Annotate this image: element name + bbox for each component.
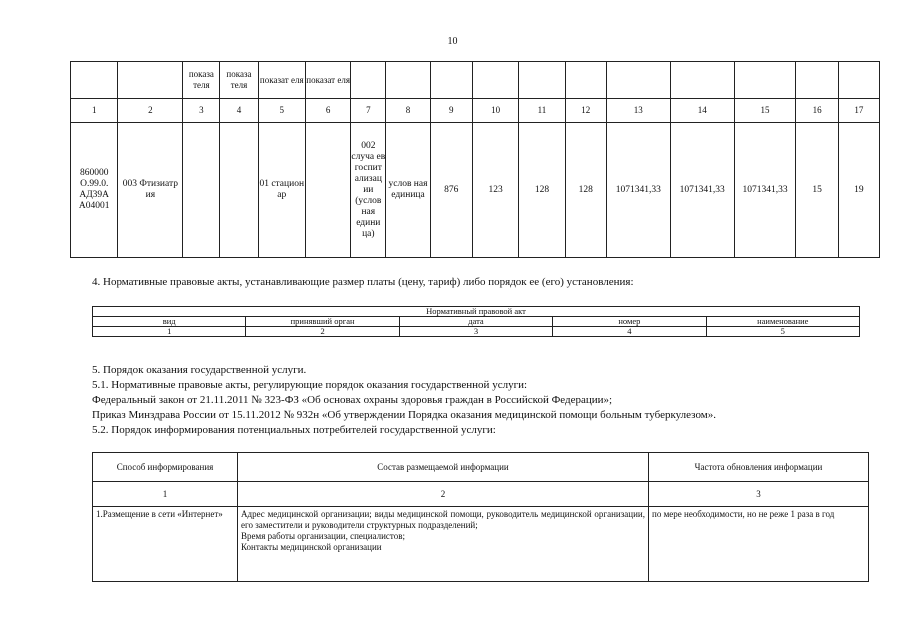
table-cell: 1071341,33	[670, 123, 734, 258]
table-cell	[606, 62, 670, 99]
ministry-order-line: Приказ Минздрава России от 15.11.2012 № 932н «Об утверждении Порядка оказания медицинской помощи больным туберкулезом».	[92, 409, 716, 421]
table-cell: 01 стацион ар	[258, 123, 305, 258]
table-cell	[220, 123, 258, 258]
page-number: 10	[447, 36, 458, 47]
column-number: 3	[399, 327, 552, 337]
column-header: Частота обновления информации	[649, 453, 869, 482]
table-cell: 15	[796, 123, 838, 258]
registry-number-cell: 860000 О.99.0. АД39А А04001	[71, 123, 118, 258]
column-number: 14	[670, 99, 734, 123]
table-cell	[305, 123, 350, 258]
informing-method: 1.Размещение в сети «Интернет»	[93, 507, 238, 582]
column-number-row	[93, 482, 869, 507]
column-number: 8	[386, 99, 430, 123]
column-number: 3	[183, 99, 220, 123]
column-number-row	[93, 327, 860, 337]
table-cell	[796, 62, 838, 99]
table-cell	[118, 62, 183, 99]
column-number: 16	[796, 99, 838, 123]
regulatory-acts-table	[92, 306, 860, 337]
section-5-1-heading: 5.1. Нормативные правовые акты, регулирующие порядок оказания государственной услуги:	[92, 379, 528, 391]
table-cell	[472, 62, 518, 99]
column-number: 13	[606, 99, 670, 123]
column-number: 4	[220, 99, 258, 123]
table-cell: 19	[838, 123, 879, 258]
table-cell	[565, 62, 606, 99]
content-line: Адрес медицинской организации; виды медицинской помощи, руководитель медицинской организации, его заместители и руководители структурных подразделений;	[241, 509, 645, 530]
table-caption-row	[93, 307, 860, 317]
column-number: 17	[838, 99, 879, 123]
table-header-row	[93, 317, 860, 327]
column-number: 5	[706, 327, 859, 337]
table-cell: показа теля	[220, 62, 258, 99]
table-cell: 1071341,33	[606, 123, 670, 258]
table-cell: услов ная единица	[386, 123, 430, 258]
column-header: номер	[553, 317, 706, 327]
table-cell: показа теля	[183, 62, 220, 99]
table-row	[93, 507, 869, 582]
table-header-row	[71, 62, 880, 99]
table-row	[71, 123, 880, 258]
update-frequency: по мере необходимости, но не реже 1 раза в год	[649, 507, 869, 582]
column-number: 10	[472, 99, 518, 123]
content-line: Контакты медицинской организации	[241, 542, 382, 552]
column-header: принявший орган	[246, 317, 399, 327]
federal-law-line: Федеральный закон от 21.11.2011 № 323-ФЗ «Об основах охраны здоровья граждан в Российской Федерации»;	[92, 394, 613, 406]
table-cell: 128	[519, 123, 565, 258]
column-number: 9	[430, 99, 472, 123]
section-5-heading: 5. Порядок оказания государственной услуги.	[92, 364, 307, 376]
table-cell	[734, 62, 796, 99]
table-cell	[670, 62, 734, 99]
column-number: 1	[93, 482, 238, 507]
column-number: 7	[351, 99, 386, 123]
column-number: 2	[118, 99, 183, 123]
table-cell: показат еля	[305, 62, 350, 99]
content-line: Время работы организации, специалистов;	[241, 531, 405, 541]
column-header: Способ информирования	[93, 453, 238, 482]
column-number: 4	[553, 327, 706, 337]
column-number: 3	[649, 482, 869, 507]
table-cell: 876	[430, 123, 472, 258]
column-number: 2	[246, 327, 399, 337]
table-cell	[386, 62, 430, 99]
column-number: 2	[238, 482, 649, 507]
table-cell	[351, 62, 386, 99]
section-5-2-heading: 5.2. Порядок информирования потенциальных потребителей государственной услуги:	[92, 424, 496, 436]
table-cell: показат еля	[258, 62, 305, 99]
table-header-row	[93, 453, 869, 482]
column-number: 1	[71, 99, 118, 123]
table-cell	[183, 123, 220, 258]
column-number: 5	[258, 99, 305, 123]
table-cell: 1071341,33	[734, 123, 796, 258]
column-number-row	[71, 99, 880, 123]
informing-content	[238, 507, 649, 582]
table-cell: 003 Фтизиатр ия	[118, 123, 183, 258]
column-number: 15	[734, 99, 796, 123]
column-header: Состав размещаемой информации	[238, 453, 649, 482]
table-cell	[838, 62, 879, 99]
column-header: дата	[399, 317, 552, 327]
table-cell: 123	[472, 123, 518, 258]
table-caption: Нормативный правовой акт	[93, 307, 860, 317]
column-number: 6	[305, 99, 350, 123]
column-header: наименование	[706, 317, 859, 327]
service-volume-table	[70, 61, 880, 258]
column-number: 12	[565, 99, 606, 123]
section-4-heading: 4. Нормативные правовые акты, устанавливающие размер платы (цену, тариф) либо порядок ее (его) установления:	[92, 276, 634, 288]
informing-table	[92, 452, 869, 582]
column-header: вид	[93, 317, 246, 327]
column-number: 11	[519, 99, 565, 123]
table-cell: 002 случа ев госпит ализац ии (услов ная едини ца)	[351, 123, 386, 258]
table-cell	[71, 62, 118, 99]
column-number: 1	[93, 327, 246, 337]
table-cell: 128	[565, 123, 606, 258]
table-cell	[430, 62, 472, 99]
table-cell	[519, 62, 565, 99]
